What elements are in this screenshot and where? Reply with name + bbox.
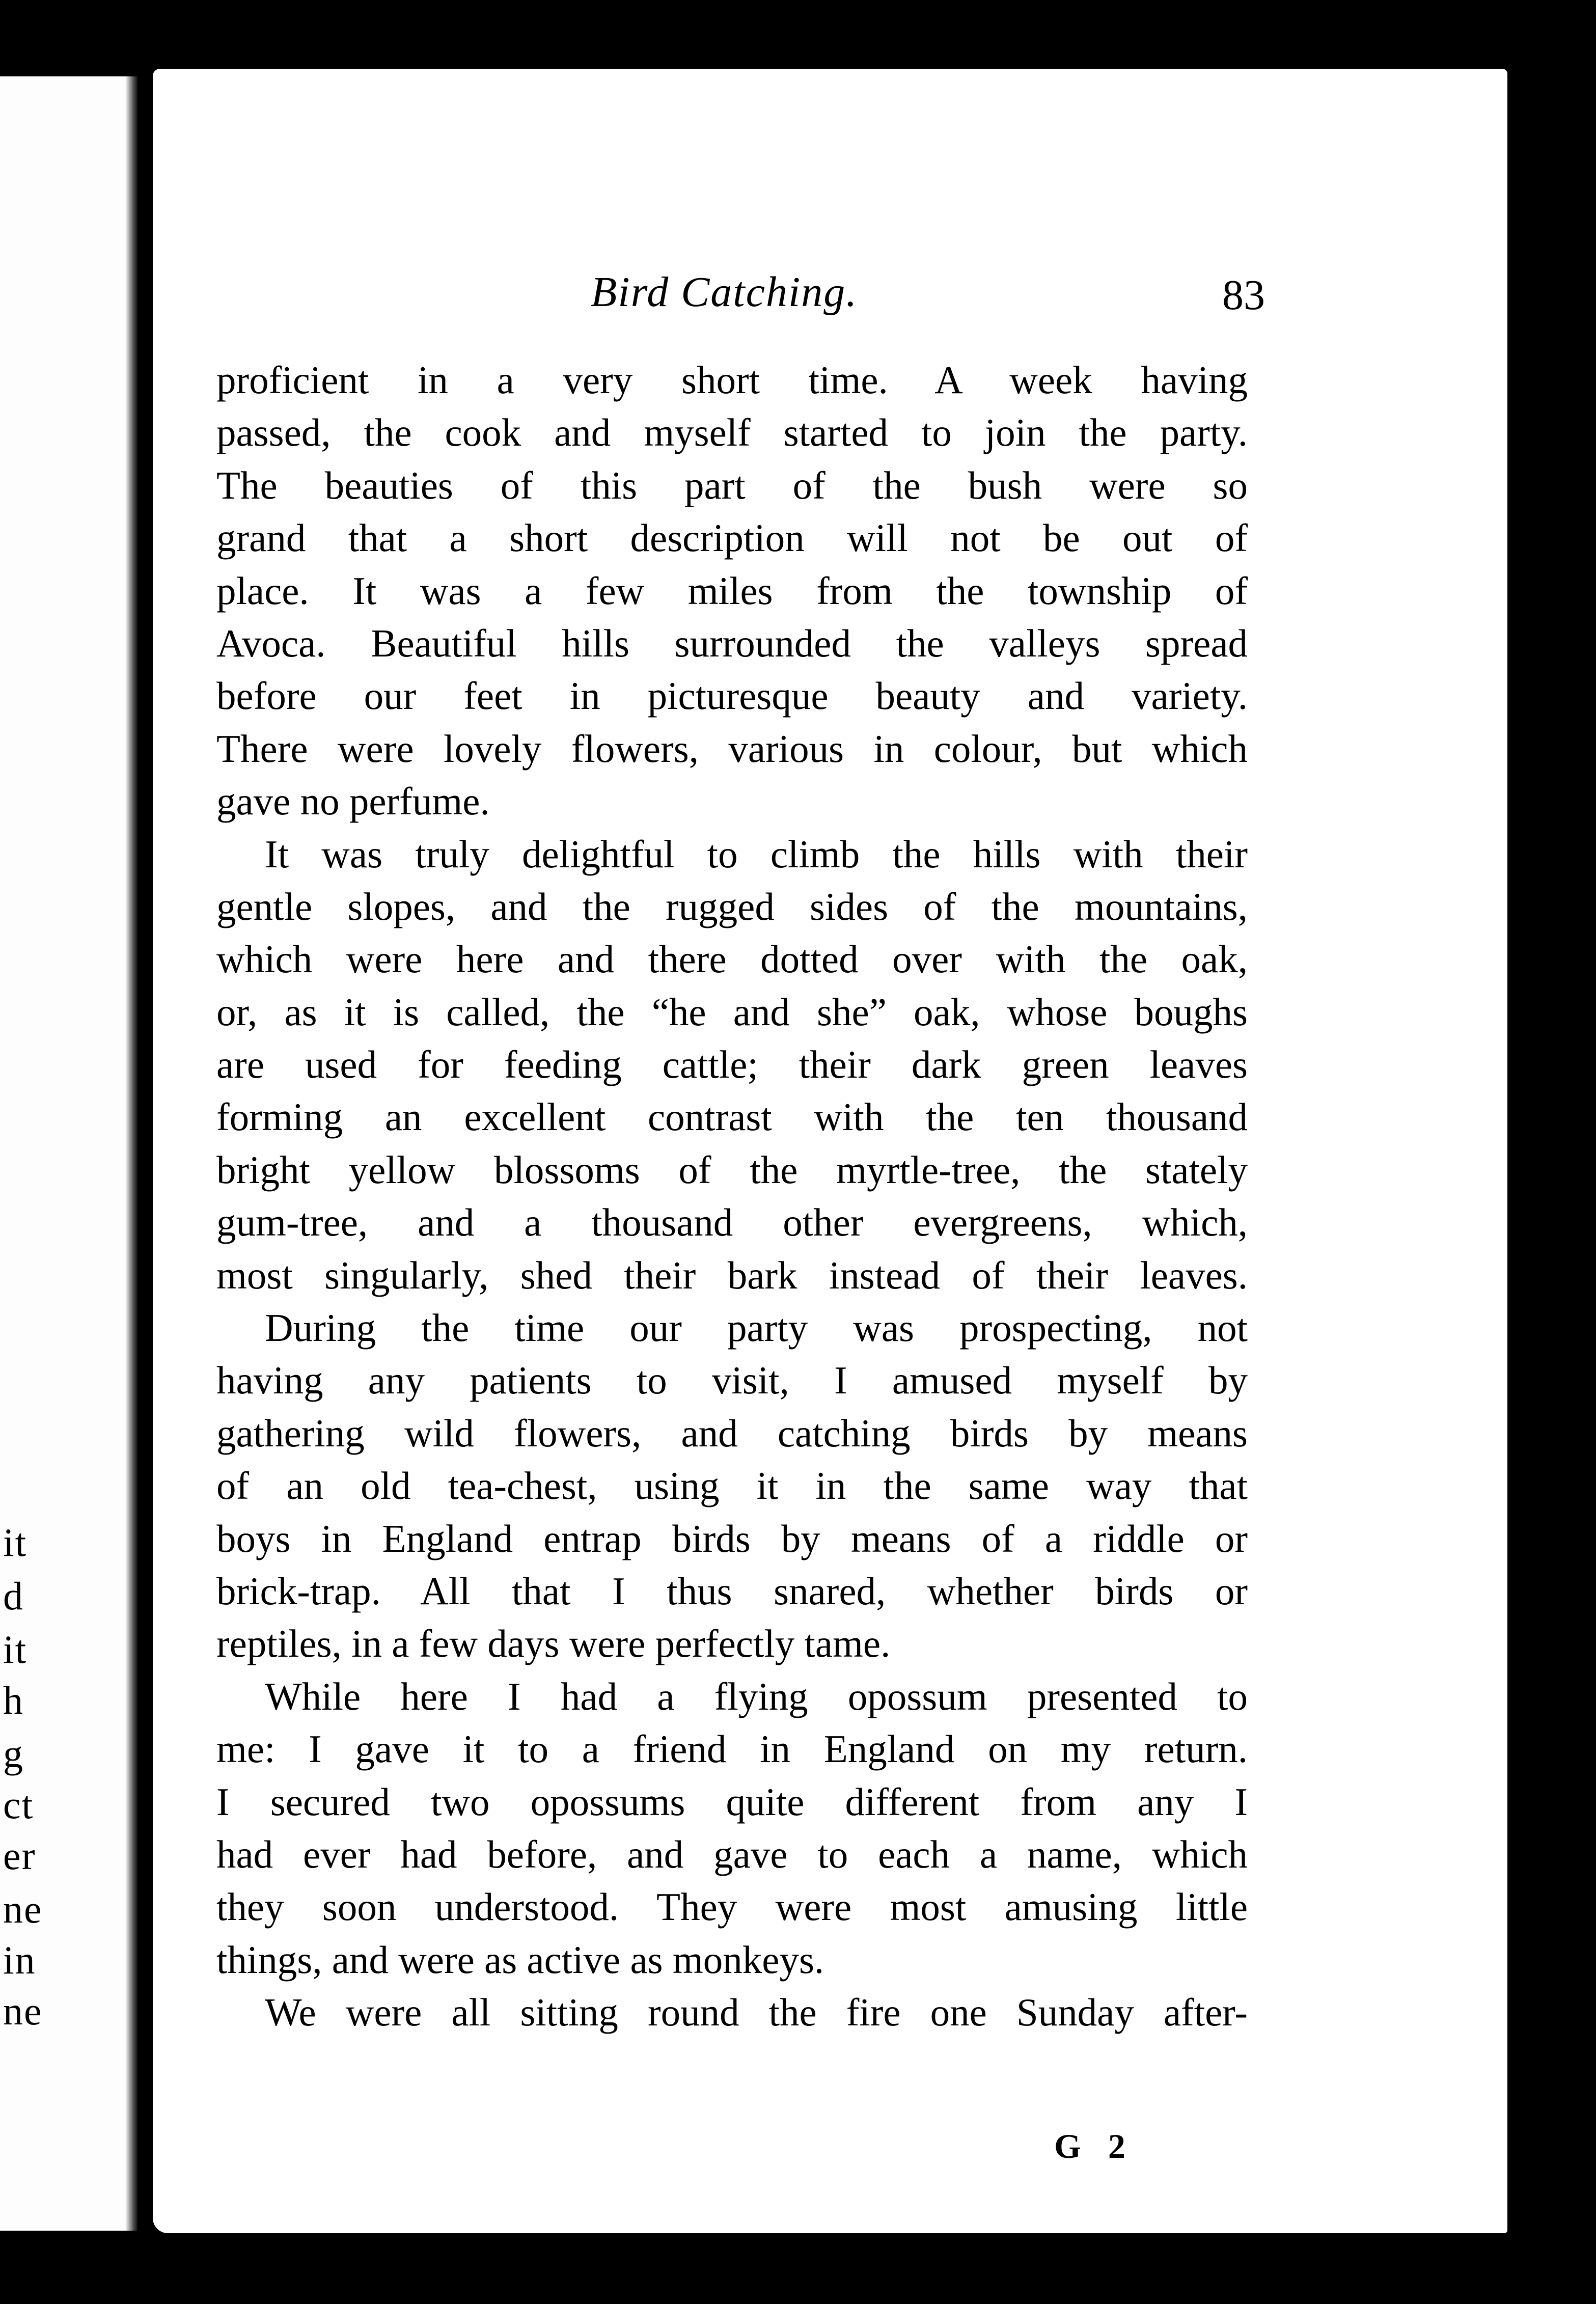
text-line: We were all sitting round the fire one Sunday after- — [265, 1990, 1248, 2035]
text-line: The beauties of this part of the bush were so — [216, 463, 1248, 507]
gutter-shadow — [125, 76, 137, 2231]
running-title: Bird Catching. — [591, 268, 858, 316]
text-line: brick-trap. All that I thus snared, whether birds or — [216, 1569, 1248, 1613]
text-line: before our feet in picturesque beauty and variety. — [216, 674, 1248, 718]
facing-page-fragment: ne — [3, 1887, 43, 1931]
text-line: It was truly delightful to climb the hills with their — [265, 832, 1248, 876]
facing-page-edge — [0, 76, 137, 2231]
facing-page-fragment: in — [3, 1938, 36, 1982]
facing-page-fragment: d — [3, 1574, 24, 1618]
facing-page-fragment: it — [3, 1520, 27, 1565]
facing-page-fragment: er — [3, 1833, 36, 1878]
text-line: proficient in a very short time. A week having — [216, 358, 1248, 402]
text-line: they soon understood. They were most amusing little — [216, 1885, 1248, 1929]
text-line: are used for feeding cattle; their dark green leaves — [216, 1043, 1248, 1087]
text-line: While here I had a flying opossum presented to — [265, 1674, 1248, 1718]
text-line: things, and were as active as monkeys. — [216, 1937, 824, 1982]
text-line: having any patients to visit, I amused myself by — [216, 1358, 1248, 1403]
text-line: bright yellow blossoms of the myrtle-tree, the stately — [216, 1147, 1248, 1192]
text-line: gave no perfume. — [216, 779, 490, 824]
text-line: reptiles, in a few days were perfectly tame. — [216, 1622, 891, 1666]
facing-page-fragment: ct — [3, 1782, 34, 1827]
text-line: of an old tea-chest, using it in the same way that — [216, 1464, 1248, 1508]
facing-page-fragment: it — [3, 1627, 27, 1671]
text-line: which were here and there dotted over with the oak, — [216, 937, 1248, 981]
text-line: There were lovely flowers, various in colour, but which — [216, 726, 1248, 771]
text-line: gum-tree, and a thousand other evergreens, which, — [216, 1200, 1248, 1245]
text-line: had ever had before, and gave to each a name, which — [216, 1832, 1248, 1876]
text-line: gentle slopes, and the rugged sides of the mountains, — [216, 884, 1248, 928]
running-head — [153, 267, 1507, 328]
facing-page-fragment: h — [3, 1678, 24, 1722]
text-line: grand that a short description will not be out of — [216, 516, 1248, 560]
text-line: passed, the cook and myself started to join the party. — [216, 410, 1248, 455]
text-line: or, as it is called, the “he and she” oak, whose boughs — [216, 990, 1248, 1034]
text-line: Avoca. Beautiful hills surrounded the valleys spread — [216, 621, 1248, 665]
page-number: 83 — [1222, 271, 1265, 319]
facing-page-fragment: ne — [3, 1989, 43, 2033]
body-text — [216, 354, 1248, 2039]
text-line: me: I gave it to a friend in England on my return. — [216, 1727, 1248, 1771]
text-line: place. It was a few miles from the township of — [216, 568, 1248, 613]
text-line: gathering wild flowers, and catching birds by means — [216, 1411, 1248, 1455]
text-line: boys in England entrap birds by means of a riddle or — [216, 1516, 1248, 1560]
text-line: I secured two opossums quite different from any I — [216, 1779, 1248, 1824]
text-line: forming an excellent contrast with the ten thousand — [216, 1095, 1248, 1139]
signature-mark: G 2 — [1054, 2127, 1135, 2165]
text-line: most singularly, shed their bark instead of their leaves. — [216, 1253, 1248, 1297]
book-page — [153, 69, 1507, 2233]
text-line: During the time our party was prospecting, not — [265, 1306, 1248, 1350]
facing-page-fragment: g — [3, 1732, 24, 1776]
